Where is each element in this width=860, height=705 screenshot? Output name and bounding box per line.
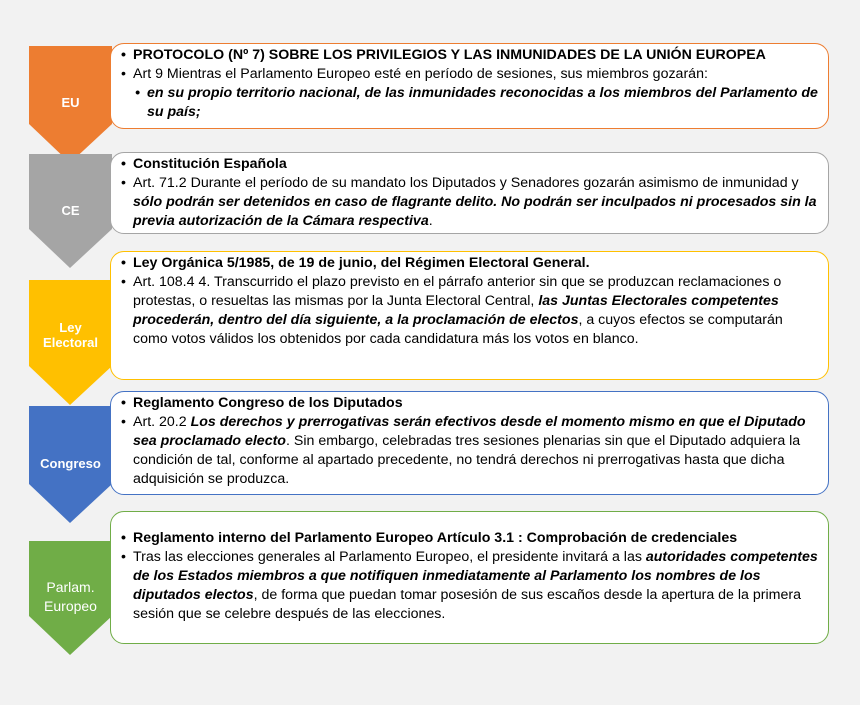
body-text: Art. 20.2 <box>133 414 191 430</box>
heading-text: Reglamento Congreso de los Diputados <box>133 395 403 411</box>
chevron-label-line: Parlam. <box>46 579 95 595</box>
bullet-icon: • <box>121 395 126 411</box>
panel-subitem <box>121 84 820 122</box>
body-text-emphasis: Los derechos y prerrogativas serán efectivos desde el momento mismo en que el Diputado sea proclamado electo <box>133 414 806 449</box>
chevron-label-congreso: Congreso <box>40 456 101 471</box>
panel-congreso <box>110 391 829 495</box>
chevron-label-line: Europeo <box>44 598 97 614</box>
heading-text: Reglamento interno del Parlamento Europeo Artículo 3.1 : Comprobación de credenciales <box>133 530 738 546</box>
bullet-icon: • <box>121 66 126 82</box>
chevron-label-eu: EU <box>61 95 80 110</box>
chevron-label-ce: CE <box>61 203 80 218</box>
body-text-emphasis: en su propio territorio nacional, de las inmunidades reconocidas a los miembros del Parlamento de su país; <box>147 85 818 120</box>
panel-text <box>121 413 820 489</box>
bullet-icon: • <box>121 274 126 290</box>
chevron-label-parlam-europeo <box>29 578 112 616</box>
panel-heading <box>121 46 820 65</box>
bullet-icon: • <box>121 549 126 565</box>
panel-eu <box>110 43 829 129</box>
panel-parlam-europeo <box>110 511 829 644</box>
panel-heading <box>121 254 820 273</box>
body-text: , a cuyos efectos se computarán como votos válidos los obtenidos por cada candidatura más los votos en blanco. <box>133 312 783 347</box>
body-text: Tras las elecciones generales al Parlamento Europeo, el presidente invitará a las <box>133 549 646 565</box>
heading-text: Constitución Española <box>133 156 287 172</box>
body-text: Art. 71.2 Durante el período de su mandato los Diputados y Senadores gozarán asimismo de inmunidad y <box>133 175 799 191</box>
panel-text <box>121 273 820 349</box>
bullet-icon: • <box>121 156 126 172</box>
chevron-label-line: Electoral <box>43 335 98 350</box>
panel-ce <box>110 152 829 234</box>
body-text-emphasis: autoridades competentes de los Estados miembros a que notifiquen inmediatamente al Parlamento los nombres de los diputados electos <box>133 549 818 603</box>
bullet-icon: • <box>121 414 126 430</box>
panel-heading <box>121 529 820 548</box>
panel-text <box>121 174 820 231</box>
body-text: Art. 108.4 4. Transcurrido el plazo previsto en el párrafo anterior sin que se produzcan reclamaciones o protestas, o resueltas las mismas por la Junta Electoral Central, <box>133 274 782 309</box>
bullet-icon: • <box>121 255 126 271</box>
body-text: . Sin embargo, celebradas tres sesiones plenarias sin que el Diputado adquiera la condición de tal, conforme al apartado precedente, no tendrá derechos ni prerrogativas hasta que dicha adquisición se produzca. <box>133 433 801 487</box>
body-text: . <box>428 213 433 229</box>
heading-text: PROTOCOLO (Nº 7) SOBRE LOS PRIVILEGIOS Y LAS INMUNIDADES DE LA UNIÓN EUROPEA <box>133 47 766 63</box>
chevron-label-line: Ley <box>59 320 82 335</box>
panel-text <box>121 548 820 624</box>
bullet-icon: • <box>121 47 126 63</box>
panel-heading <box>121 155 820 174</box>
bullet-icon: • <box>121 530 126 546</box>
panel-text <box>121 65 820 84</box>
bullet-icon: • <box>135 85 140 101</box>
body-text: Art 9 Mientras el Parlamento Europeo esté en período de sesiones, sus miembros gozarán: <box>133 66 708 82</box>
panel-heading <box>121 394 820 413</box>
body-text: , de forma que puedan tomar posesión de sus escaños desde la apertura de la primera sesión que se celebre después de las elecciones. <box>133 587 801 622</box>
body-text-emphasis: las Juntas Electorales competentes procederán, dentro del día siguiente, a la proclamación de electos <box>133 293 779 328</box>
chevron-label-ley-electoral <box>29 320 112 350</box>
body-text-emphasis: sólo podrán ser detenidos en caso de flagrante delito. No podrán ser inculpados ni procesados sin la previa autorización de la Cámara respectiva <box>133 194 817 229</box>
heading-text: Ley Orgánica 5/1985, de 19 de junio, del Régimen Electoral General. <box>133 255 590 271</box>
panel-ley-electoral <box>110 251 829 380</box>
bullet-icon: • <box>121 175 126 191</box>
